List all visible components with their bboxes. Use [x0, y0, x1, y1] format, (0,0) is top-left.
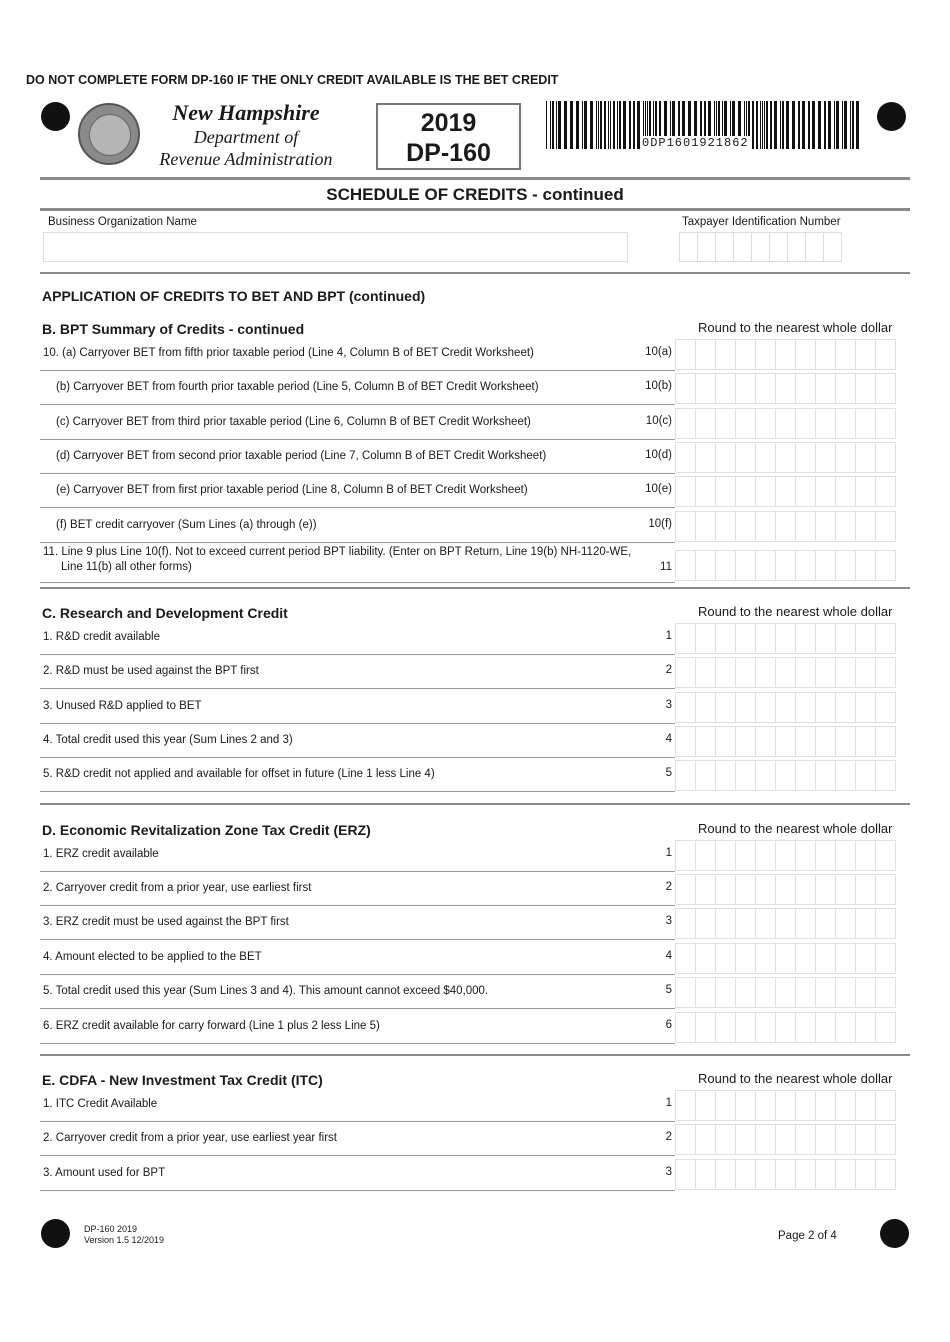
footer-form-line: DP-160 2019	[84, 1224, 138, 1234]
amount-input[interactable]	[676, 840, 907, 871]
form-line	[40, 975, 675, 1009]
round-note: Round to the nearest whole dollar	[698, 1071, 893, 1086]
amount-input[interactable]	[676, 1090, 907, 1121]
amount-input[interactable]	[676, 408, 907, 439]
line-description: 2. R&D must be used against the BPT first	[43, 665, 259, 677]
row-divider	[40, 1043, 675, 1044]
line-description: (e) Carryover BET from first prior taxable period (Line 8, Column B of BET Credit Worksheet)	[56, 484, 528, 496]
row-divider	[40, 791, 675, 792]
form-number: DP-160	[406, 139, 491, 167]
registration-mark	[877, 102, 906, 131]
line-number: 1	[665, 630, 672, 642]
form-line	[40, 406, 675, 440]
row-divider	[40, 507, 675, 508]
row-divider	[40, 688, 675, 689]
line-description: 3. Unused R&D applied to BET	[43, 700, 202, 712]
amount-input[interactable]	[676, 657, 907, 688]
line-description: 11. Line 9 plus Line 10(f). Not to exceed current period BPT liability. (Enter on BPT Return, Line 19(b) NH-1120-WE,	[43, 546, 632, 558]
section-divider	[40, 803, 910, 805]
barcode-number: 0DP1601921862	[642, 136, 749, 150]
row-divider	[40, 1155, 675, 1156]
agency-line-2: Department of	[193, 127, 299, 147]
line-description: 2. Carryover credit from a prior year, use earliest first	[43, 882, 312, 894]
amount-input[interactable]	[676, 1159, 907, 1190]
form-id-box	[376, 103, 521, 170]
amount-input[interactable]	[676, 442, 907, 473]
form-year: 2019	[420, 109, 477, 137]
agency-line-3: Revenue Administration	[159, 149, 333, 169]
footer-version	[84, 1224, 164, 1246]
row-divider	[40, 939, 675, 940]
section-divider	[40, 587, 910, 589]
form-line	[40, 838, 675, 872]
divider	[40, 177, 910, 180]
line-number: 10(c)	[645, 415, 672, 427]
line-description: 5. Total credit used this year (Sum Lines 3 and 4). This amount cannot exceed $40,000.	[43, 985, 489, 997]
line-number: 2	[665, 881, 672, 893]
line-number: 10(e)	[645, 483, 672, 495]
section-title-itc-credit: E. CDFA - New Investment Tax Credit (ITC)	[42, 1072, 323, 1088]
amount-input[interactable]	[676, 726, 907, 757]
warning-banner: DO NOT COMPLETE FORM DP-160 IF THE ONLY CREDIT AVAILABLE IS THE BET CREDIT	[26, 73, 559, 87]
line-description: (f) BET credit carryover (Sum Lines (a) through (e))	[56, 519, 317, 531]
amount-input[interactable]	[676, 977, 907, 1008]
form-line	[40, 724, 675, 758]
form-line	[40, 872, 675, 906]
line-description: 4. Amount elected to be applied to the BET	[43, 951, 262, 963]
line-description: 4. Total credit used this year (Sum Lines 2 and 3)	[43, 734, 293, 746]
line-number: 11	[660, 561, 672, 573]
registration-mark	[880, 1219, 909, 1248]
amount-input[interactable]	[676, 511, 907, 542]
line-description: 6. ERZ credit available for carry forward (Line 1 plus 2 less Line 5)	[43, 1020, 380, 1032]
line-number: 2	[665, 1131, 672, 1143]
form-line	[40, 1122, 675, 1156]
form-line	[40, 655, 675, 689]
line-description: (b) Carryover BET from fourth prior taxable period (Line 5, Column B of BET Credit Worksheet)	[56, 381, 539, 393]
amount-input[interactable]	[676, 339, 907, 370]
row-divider	[40, 404, 675, 405]
schedule-title: SCHEDULE OF CREDITS - continued	[326, 185, 624, 204]
tin-field[interactable]	[680, 232, 867, 262]
form-line	[40, 440, 675, 474]
line-number: 3	[665, 915, 672, 927]
line-number: 10(f)	[648, 518, 672, 530]
line-number: 3	[665, 1166, 672, 1178]
line-description: 1. ERZ credit available	[43, 848, 159, 860]
form-line	[40, 509, 675, 543]
line-description-cont: Line 11(b) all other forms)	[61, 561, 192, 573]
org-name-field[interactable]	[43, 232, 628, 262]
amount-input[interactable]	[676, 760, 907, 791]
form-line	[40, 1088, 675, 1122]
form-line	[40, 371, 675, 405]
tin-label: Taxpayer Identification Number	[682, 216, 841, 228]
line-number: 6	[665, 1019, 672, 1031]
form-line	[40, 906, 675, 940]
form-line	[40, 690, 675, 724]
line-number: 5	[665, 984, 672, 996]
row-divider	[40, 582, 675, 583]
section-title-bpt-summary: B. BPT Summary of Credits - continued	[42, 321, 305, 337]
line-description: 2. Carryover credit from a prior year, use earliest year first	[43, 1132, 337, 1144]
line-number: 10(b)	[645, 380, 672, 392]
page-number: Page 2 of 4	[778, 1230, 837, 1242]
state-seal-icon	[78, 103, 140, 165]
form-line	[40, 544, 675, 583]
amount-input[interactable]	[676, 550, 907, 581]
row-divider	[40, 542, 675, 543]
divider	[40, 208, 910, 211]
round-note: Round to the nearest whole dollar	[698, 821, 893, 836]
line-number: 1	[665, 1097, 672, 1109]
line-description: 3. Amount used for BPT	[43, 1167, 166, 1179]
round-note: Round to the nearest whole dollar	[698, 320, 893, 335]
amount-input[interactable]	[676, 1124, 907, 1155]
registration-mark	[41, 102, 70, 131]
line-description: 5. R&D credit not applied and available for offset in future (Line 1 less Line 4)	[43, 768, 435, 780]
amount-input[interactable]	[676, 623, 907, 654]
amount-input[interactable]	[676, 1012, 907, 1043]
amount-input[interactable]	[676, 943, 907, 974]
line-number: 4	[665, 950, 672, 962]
amount-input[interactable]	[676, 874, 907, 905]
line-number: 5	[665, 767, 672, 779]
line-description: 1. ITC Credit Available	[43, 1098, 158, 1110]
line-description: 10. (a) Carryover BET from fifth prior taxable period (Line 4, Column B of BET Credit Worksheet)	[43, 347, 534, 359]
line-description: (d) Carryover BET from second prior taxable period (Line 7, Column B of BET Credit Worksheet)	[56, 450, 547, 462]
application-title: APPLICATION OF CREDITS TO BET AND BPT (continued)	[42, 288, 426, 304]
row-divider	[40, 1008, 675, 1009]
line-number: 10(d)	[645, 449, 672, 461]
form-line	[40, 1157, 675, 1191]
line-number: 1	[665, 847, 672, 859]
registration-mark	[41, 1219, 70, 1248]
section-title-erz-credit: D. Economic Revitalization Zone Tax Credit (ERZ)	[42, 822, 371, 838]
section-title-research-development: C. Research and Development Credit	[42, 605, 288, 621]
form-line	[40, 1010, 675, 1044]
line-description: 1. R&D credit available	[43, 631, 160, 643]
row-divider	[40, 1190, 675, 1191]
line-number: 3	[665, 699, 672, 711]
form-line	[40, 621, 675, 655]
agency-line-1: New Hampshire	[172, 100, 320, 125]
divider	[40, 272, 910, 274]
org-name-label: Business Organization Name	[48, 216, 197, 228]
line-number: 10(a)	[645, 346, 672, 358]
form-line	[40, 337, 675, 371]
form-line	[40, 758, 675, 792]
amount-input[interactable]	[676, 692, 907, 723]
amount-input[interactable]	[676, 476, 907, 507]
amount-input[interactable]	[676, 908, 907, 939]
line-description: 3. ERZ credit must be used against the BPT first	[43, 916, 289, 928]
footer-version-line: Version 1.5 12/2019	[84, 1235, 165, 1245]
form-line	[40, 474, 675, 508]
line-description: (c) Carryover BET from third prior taxable period (Line 6, Column B of BET Credit Worksheet)	[56, 416, 531, 428]
line-number: 4	[665, 733, 672, 745]
line-number: 2	[665, 664, 672, 676]
section-divider	[40, 1054, 910, 1056]
agency-name	[140, 100, 352, 170]
form-line	[40, 941, 675, 975]
round-note: Round to the nearest whole dollar	[698, 604, 893, 619]
amount-input[interactable]	[676, 373, 907, 404]
